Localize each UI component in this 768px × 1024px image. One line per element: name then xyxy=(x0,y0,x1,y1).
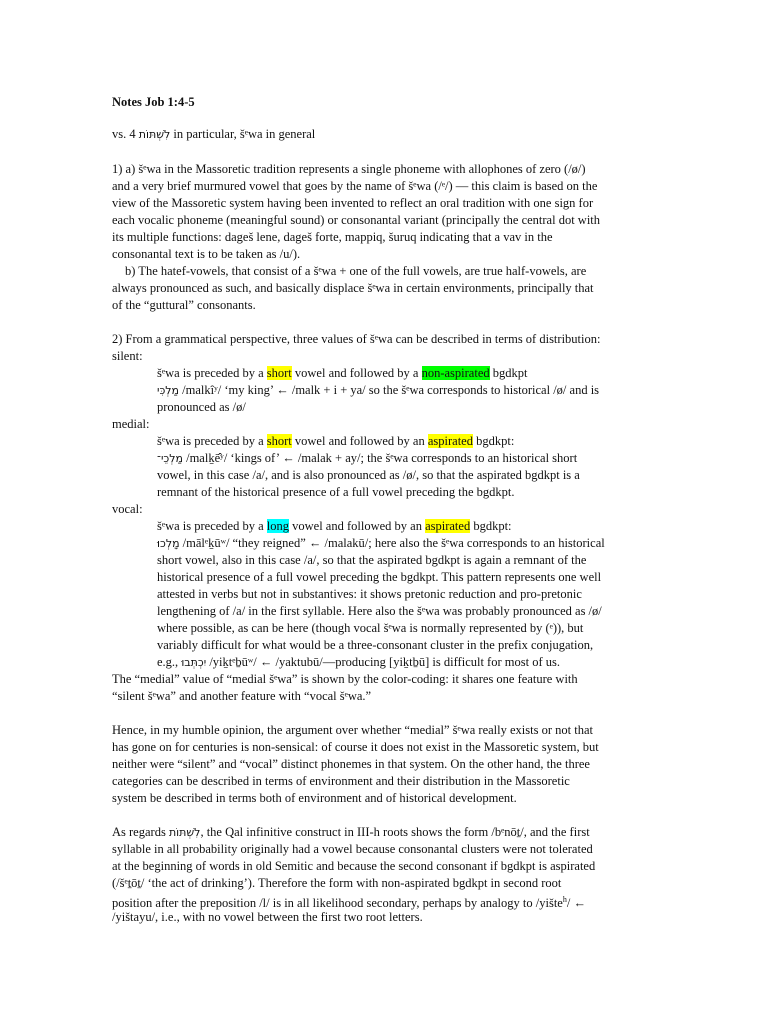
vocal-example-cont: variably difficult for what would be a three-consonant cluster in the prefix conjugation, xyxy=(157,638,594,652)
p1-line: its multiple functions: dageš lene, dageš forte, mappiq, šuruq indicating that a vav in the xyxy=(112,230,553,244)
vocal-example-cont: short vowel, also in this case /a/, so that the aspirated bgdkpt is again a remnant of the xyxy=(157,553,587,567)
p4-line: syllable in all probability originally had a vowel because consonantal clusters were not tolerated xyxy=(112,842,593,856)
p4-line: at the beginning of words in old Semitic and because the second consonant if bgdkpt is aspirated xyxy=(112,859,596,873)
medial-label: medial: xyxy=(112,417,150,431)
vocal-example: מָלְכוּ /mālᵉḵūʷ/ “they reigned” ← /malakū/; here also the šᵉwa corresponds to an historical xyxy=(157,536,605,550)
highlight-non-aspirated: non-aspirated xyxy=(421,366,490,380)
vocal-example-cont: historical presence of a full vowel preceding the bgdkpt. This pattern represents one well xyxy=(157,570,602,584)
subtitle-pre: vs. 4 xyxy=(112,127,139,141)
p1b-line: always pronounced as such, and basically displace šᵉwa in certain environments, principally that xyxy=(112,281,594,295)
p4-line: position after the preposition /l/ is in all likelihood secondary, perhaps by analogy to /yište$^h$/ ← xyxy=(112,895,586,911)
p2-end-line: The “medial” value of “medial šᵉwa” is shown by the color-coding: it shares one feature with xyxy=(112,672,578,686)
hebrew-word: מַלְכֵי־ xyxy=(157,452,183,465)
p3-line: has gone on for centuries is non-sensical: of course it does not exist in the Massoretic system, but xyxy=(112,740,599,754)
p3-line: neither were “silent” and “vocal” distinct phonemes in that system. On the other hand, the three xyxy=(112,757,590,771)
vocal-rule: šᵉwa is preceded by a long vowel and followed by an aspirated bgdkpt: xyxy=(157,519,512,533)
medial-example: מַלְכֵי־ /malḵē̂ʸ/ ‘kings of’ ← /malak + ay/; the šᵉwa corresponds to an historical short xyxy=(157,451,578,465)
highlight-short: short xyxy=(266,434,292,448)
hebrew-word: מַלְכִּי xyxy=(157,384,179,397)
subtitle-post: in particular, šᵉwa in general xyxy=(170,127,316,141)
p1-line: 1) a) šᵉwa in the Massoretic tradition represents a single phoneme with allophones of zero (/ø/) xyxy=(112,162,586,176)
p4-line: As regards לִשְׁתּוֹת, the Qal infinitive construct in III-h roots shows the form /bᵉnōṯ/, and the first xyxy=(112,825,590,839)
silent-example: מַלְכִּי /malkîʸ/ ‘my king’ ← /malk + i + ya/ so the šᵉwa corresponds to historical /ø/ and is xyxy=(157,383,600,397)
p3-line: categories can be described in terms of environment and their distribution in the Massoretic xyxy=(112,774,570,788)
p2-intro-line: 2) From a grammatical perspective, three values of šᵉwa can be described in terms of distribution: xyxy=(112,332,601,346)
p1-line: consonantal text is to be taken as /u/). xyxy=(112,247,301,261)
p1-line: and a very brief murmured vowel that goes by the name of šᵉwa (/ᵉ/) — this claim is based on the xyxy=(112,179,598,193)
vocal-example-cont: where possible, as can be here (though vocal šᵉwa is normally represented by (ᵉ)), but xyxy=(157,621,584,635)
hebrew-word: מָלְכוּ xyxy=(157,537,180,550)
silent-label: silent: xyxy=(112,349,143,363)
medial-example-cont: remnant of the historical presence of a full vowel preceding the bgdkpt. xyxy=(157,485,515,499)
silent-rule: šᵉwa is preceded by a short vowel and followed by a non-aspirated bgdkpt xyxy=(157,366,528,380)
medial-rule: šᵉwa is preceded by a short vowel and followed by an aspirated bgdkpt: xyxy=(157,434,515,448)
p2-end-line: “silent šᵉwa” and another feature with “vocal šᵉwa.” xyxy=(112,689,372,703)
p4-line: (/šᵉṯōṯ/ ‘the act of drinking’). Therefore the form with non-aspirated bgdkpt in second root xyxy=(112,876,562,890)
p1b-line: b) The hatef-vowels, that consist of a šᵉwa + one of the full vowels, are true half-vowels, are xyxy=(125,264,587,278)
highlight-aspirated: aspirated xyxy=(427,434,473,448)
p4-line: /yištayu/, i.e., with no vowel between the first two root letters. xyxy=(112,910,423,924)
medial-example-cont: vowel, in this case /a/, and is also pronounced as /ø/, so that the aspirated bgdkpt is a xyxy=(157,468,580,482)
highlight-aspirated: aspirated xyxy=(425,519,471,533)
vocal-example-cont: attested in verbs but not in substantives: it shows pretonic reduction and pro-pretonic xyxy=(157,587,582,601)
vocal-label: vocal: xyxy=(112,502,143,516)
p1-line: each vocalic phoneme (meaningful sound) or consonantal variant (principally the central dot with xyxy=(112,213,601,227)
hebrew-word: לִשְׁתּוֹת xyxy=(168,826,201,839)
hebrew-word: יִכְתְּבוּ xyxy=(181,656,207,669)
subtitle xyxy=(112,126,315,144)
highlight-long: long xyxy=(266,519,289,533)
page-title: Notes Job 1:4-5 xyxy=(112,95,195,109)
p1b-line: of the “guttural” consonants. xyxy=(112,298,256,312)
highlight-short: short xyxy=(266,366,292,380)
p3-line: Hence, in my humble opinion, the argument over whether “medial” šᵉwa really exists or not that xyxy=(112,723,593,737)
silent-example-cont: pronounced as /ø/ xyxy=(157,400,246,414)
p3-line: system be described in terms both of environment and of historical development. xyxy=(112,791,517,805)
vocal-example-last: e.g., יִכְתְּבוּ /yiḵtᵉḇūʷ/ ← /yaktubū/—producing [yiḵtḇū] is difficult for most of us. xyxy=(157,655,560,669)
vocal-example-cont: lengthening of /a/ in the first syllable. Here also the šᵉwa was probably pronounced as /ø/ xyxy=(157,604,602,618)
hebrew-word: לִשְׁתּוֹת xyxy=(138,128,171,141)
p1-line: view of the Massoretic system having been invented to reflect an oral tradition with one sign for xyxy=(112,196,594,210)
